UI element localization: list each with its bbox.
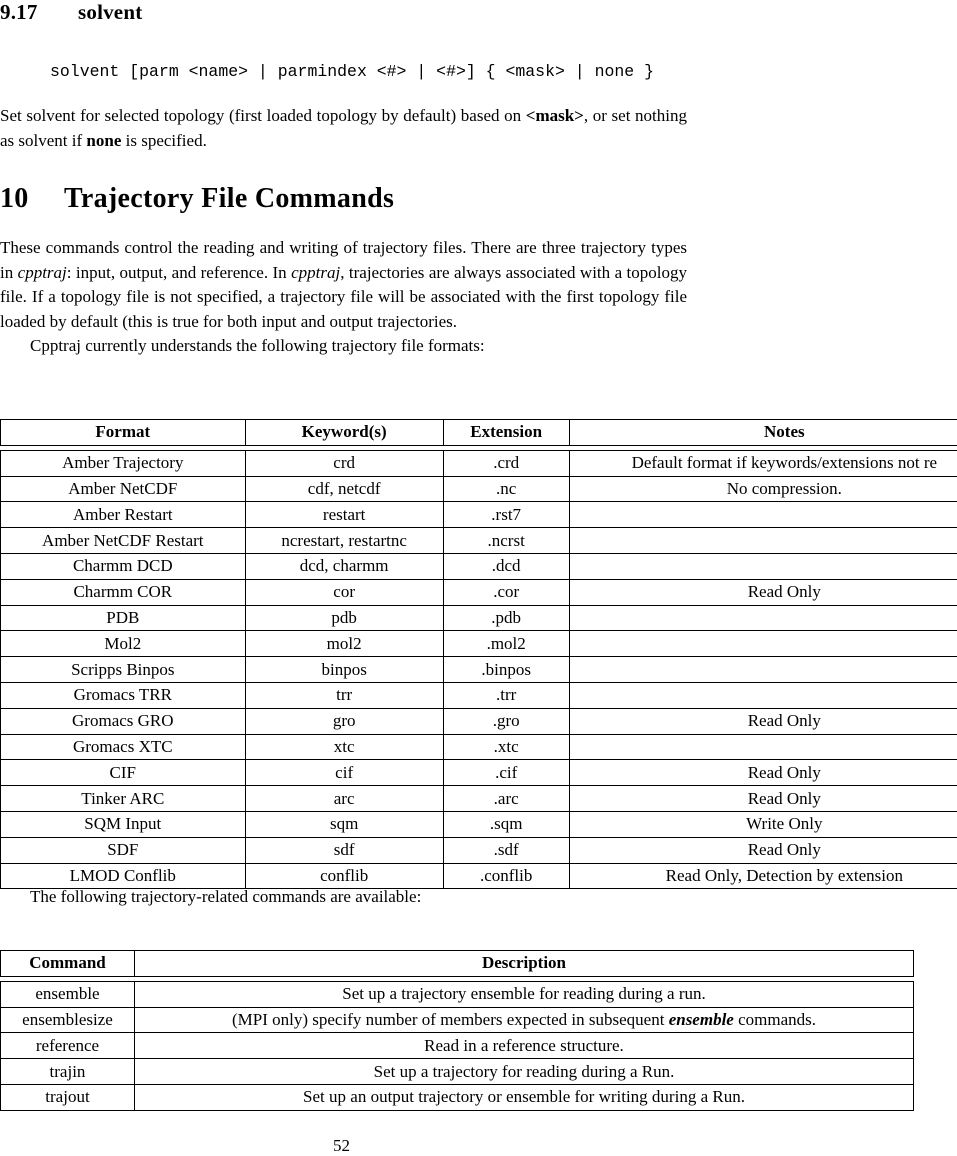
keywords-cell: cdf, netcdf <box>245 476 443 502</box>
extension-cell: .mol2 <box>443 631 569 657</box>
format-row <box>1 837 957 863</box>
page-number: 52 <box>333 1136 350 1156</box>
format-cell: SDF <box>1 837 246 863</box>
format-row <box>1 786 957 812</box>
extension-cell: .ncrst <box>443 528 569 554</box>
keywords-cell: mol2 <box>245 631 443 657</box>
extension-cell: .cif <box>443 760 569 786</box>
format-cell: Amber NetCDF <box>1 476 246 502</box>
description-cell: Set up a trajectory ensemble for reading during a run. <box>135 981 914 1007</box>
keywords-cell: arc <box>245 786 443 812</box>
subsection-number: 9.17 <box>0 0 78 25</box>
keywords-cell: cor <box>245 579 443 605</box>
command-row <box>1 981 914 1007</box>
notes-cell <box>569 682 957 708</box>
keywords-cell: sdf <box>245 837 443 863</box>
extension-cell: .dcd <box>443 553 569 579</box>
keywords-cell: dcd, charmm <box>245 553 443 579</box>
notes-cell: Default format if keywords/extensions not re <box>569 450 957 476</box>
mask-keyword: <mask> <box>526 106 584 125</box>
format-cell: Amber Restart <box>1 502 246 528</box>
notes-cell: Write Only <box>569 811 957 837</box>
format-cell: Scripps Binpos <box>1 657 246 683</box>
command-cell: trajin <box>1 1059 135 1085</box>
format-cell: PDB <box>1 605 246 631</box>
description-cell: Read in a reference structure. <box>135 1033 914 1059</box>
notes-cell: No compression. <box>569 476 957 502</box>
extension-cell: .gro <box>443 708 569 734</box>
commands-intro <box>0 885 687 910</box>
extension-cell: .pdb <box>443 605 569 631</box>
cpptraj-name: cpptraj <box>18 263 67 282</box>
extension-cell: .xtc <box>443 734 569 760</box>
format-cell: Charmm DCD <box>1 553 246 579</box>
keywords-cell: conflib <box>245 863 443 889</box>
keywords-cell: cif <box>245 760 443 786</box>
format-row <box>1 450 957 476</box>
header-command: Command <box>1 951 135 977</box>
format-cell: Gromacs XTC <box>1 734 246 760</box>
extension-cell: .rst7 <box>443 502 569 528</box>
format-row <box>1 682 957 708</box>
keywords-cell: trr <box>245 682 443 708</box>
desc-text: is specified. <box>121 131 206 150</box>
keywords-cell: xtc <box>245 734 443 760</box>
format-cell: Gromacs TRR <box>1 682 246 708</box>
description-text: (MPI only) specify number of members expected in subsequent <box>232 1010 669 1029</box>
notes-cell: Read Only <box>569 760 957 786</box>
command-row <box>1 1059 914 1085</box>
description-cell: Set up a trajectory for reading during a Run. <box>135 1059 914 1085</box>
command-row <box>1 1033 914 1059</box>
notes-cell <box>569 502 957 528</box>
format-cell: CIF <box>1 760 246 786</box>
header-notes: Notes <box>569 420 957 446</box>
none-keyword: none <box>86 131 121 150</box>
format-cell: Charmm COR <box>1 579 246 605</box>
notes-cell: Read Only <box>569 708 957 734</box>
header-format: Format <box>1 420 246 446</box>
notes-cell <box>569 631 957 657</box>
section-heading <box>0 183 394 215</box>
notes-cell <box>569 605 957 631</box>
commands-header-row <box>1 951 914 977</box>
keywords-cell: crd <box>245 450 443 476</box>
format-row <box>1 631 957 657</box>
keywords-cell: pdb <box>245 605 443 631</box>
section-number: 10 <box>0 183 64 215</box>
formats-header-row <box>1 420 957 446</box>
format-row <box>1 657 957 683</box>
notes-cell: Read Only, Detection by extension <box>569 863 957 889</box>
subsection-title: solvent <box>78 0 142 24</box>
format-cell: SQM Input <box>1 811 246 837</box>
format-row <box>1 760 957 786</box>
format-cell: LMOD Conflib <box>1 863 246 889</box>
extension-cell: .nc <box>443 476 569 502</box>
description-cell: Set up an output trajectory or ensemble for writing during a Run. <box>135 1084 914 1110</box>
format-row <box>1 502 957 528</box>
command-cell: ensemble <box>1 981 135 1007</box>
command-cell: reference <box>1 1033 135 1059</box>
extension-cell: .sqm <box>443 811 569 837</box>
formats-table-wrapper <box>0 419 957 889</box>
cpptraj-name: cpptraj <box>291 263 340 282</box>
header-extension: Extension <box>443 420 569 446</box>
format-cell: Gromacs GRO <box>1 708 246 734</box>
command-row <box>1 1007 914 1033</box>
keywords-cell: sqm <box>245 811 443 837</box>
extension-cell: .conflib <box>443 863 569 889</box>
format-row <box>1 579 957 605</box>
format-cell: Tinker ARC <box>1 786 246 812</box>
notes-cell: Read Only <box>569 786 957 812</box>
ensemble-command-ref: ensemble <box>669 1010 734 1029</box>
intro-paragraph <box>0 236 687 359</box>
description-text: commands. <box>734 1010 816 1029</box>
format-row <box>1 811 957 837</box>
keywords-cell: ncrestart, restartnc <box>245 528 443 554</box>
solvent-syntax: solvent [parm <name> | parmindex <#> | <#>] { <mask> | none } <box>50 62 654 81</box>
description-cell <box>135 1007 914 1033</box>
desc-text: , or set nothing as solvent if <box>0 106 687 150</box>
formats-table <box>0 419 957 889</box>
format-row <box>1 734 957 760</box>
extension-cell: .sdf <box>443 837 569 863</box>
intro-text: : input, output, and reference. In <box>67 263 291 282</box>
extension-cell: .cor <box>443 579 569 605</box>
command-cell: trajout <box>1 1084 135 1110</box>
format-row <box>1 476 957 502</box>
keywords-cell: restart <box>245 502 443 528</box>
format-cell: Amber Trajectory <box>1 450 246 476</box>
desc-text: Set solvent for selected topology (first loaded topology by default) based on <box>0 106 526 125</box>
header-description: Description <box>135 951 914 977</box>
keywords-cell: gro <box>245 708 443 734</box>
command-cell: ensemblesize <box>1 1007 135 1033</box>
notes-cell <box>569 657 957 683</box>
format-row <box>1 528 957 554</box>
extension-cell: .binpos <box>443 657 569 683</box>
solvent-description <box>0 104 687 153</box>
format-cell: Mol2 <box>1 631 246 657</box>
format-row <box>1 553 957 579</box>
extension-cell: .trr <box>443 682 569 708</box>
commands-table <box>0 950 914 1111</box>
intro-text: , trajectories are always associated with a topology file. If a topology file is not specified, a trajectory file will be associated with the first topology file loaded by default (this is true for both input and output trajectories. <box>0 263 687 331</box>
notes-cell <box>569 553 957 579</box>
command-row <box>1 1084 914 1110</box>
format-row <box>1 605 957 631</box>
notes-cell: Read Only <box>569 579 957 605</box>
header-keywords: Keyword(s) <box>245 420 443 446</box>
format-cell: Amber NetCDF Restart <box>1 528 246 554</box>
keywords-cell: binpos <box>245 657 443 683</box>
format-row <box>1 708 957 734</box>
notes-cell <box>569 528 957 554</box>
subsection-heading <box>0 0 142 25</box>
notes-cell <box>569 734 957 760</box>
commands-intro-text: The following trajectory-related commands are available: <box>30 887 421 906</box>
formats-intro: Cpptraj currently understands the following trajectory file formats: <box>30 336 485 355</box>
extension-cell: .crd <box>443 450 569 476</box>
extension-cell: .arc <box>443 786 569 812</box>
section-title: Trajectory File Commands <box>64 183 394 214</box>
intro-text: These commands control the reading and writing of trajectory files. There are three trajectory types in <box>0 238 687 282</box>
notes-cell: Read Only <box>569 837 957 863</box>
